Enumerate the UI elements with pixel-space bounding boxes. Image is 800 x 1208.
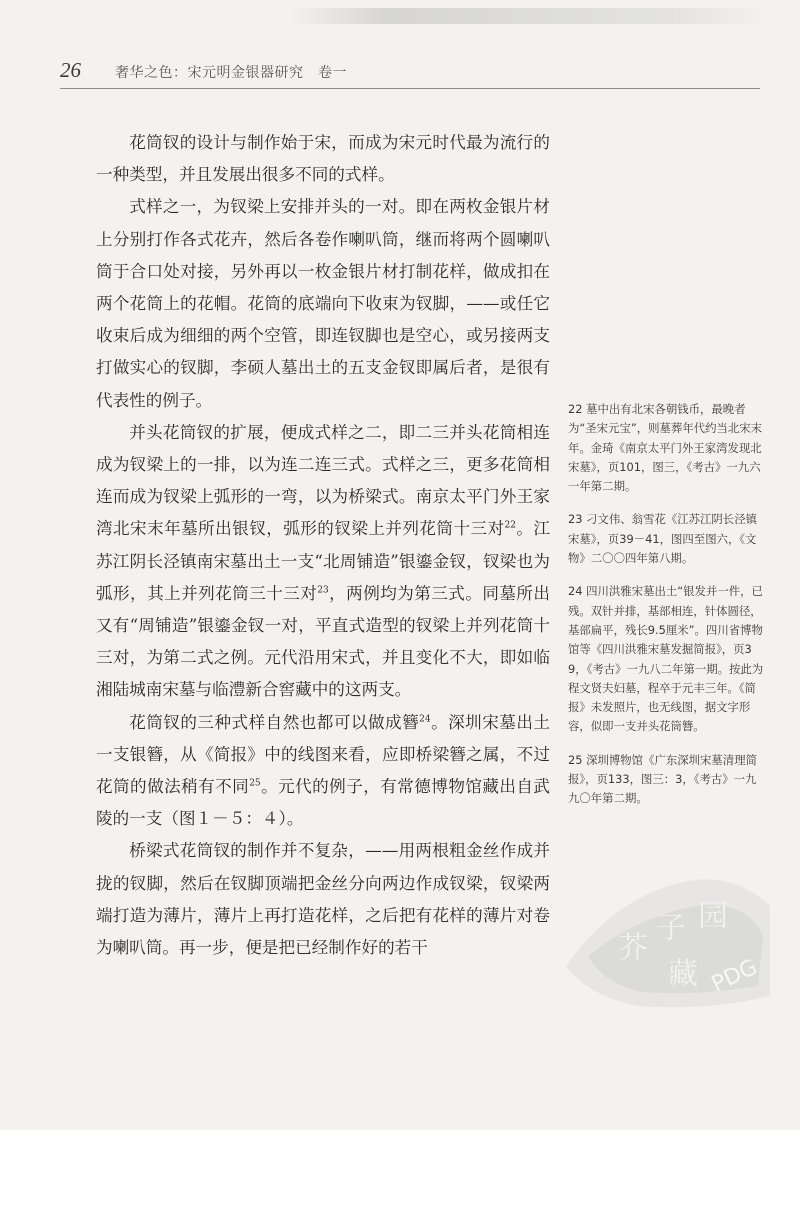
seal-character: 藏: [668, 957, 698, 992]
footnote-ref: 24: [419, 714, 431, 725]
footnote-ref: 25: [249, 778, 261, 789]
paragraph-text: 。江苏江阴长泾镇南宋墓出土一支“北周铺造”银鎏金钗，钗梁也为弧形，其上并列花筒三十三对: [96, 519, 551, 603]
paragraph-text: 。深圳宋墓出土一支银簪，从《简报》中的线图来看，应即桥梁簪之属，不过花筒的做法稍有不同: [96, 712, 551, 797]
footnote: 25 深圳博物馆《广东深圳宋墓清理简报》，页133，图三：3，《考古》一九九〇年第二期。: [568, 752, 757, 806]
paragraph-text: 并头花筒钗的扩展，便成式样之二，即二三并头花筒相连成为钗梁上的一排，以为连二连三式。式样之三，更多花筒相连而成为钗梁上弧形的一弯，以为桥梁式。南京太平门外王家湾北宋末年墓所出银钗，弧形的钗梁上并列花筒十三对: [96, 422, 550, 539]
paragraph-text: ，两例均为第三式。同墓所出又有“周铺造”银鎏金钗一对，平直式造型的钗梁上并列花筒十三对，为第二式之例。元代沿用宋式，并且变化不大，即如临湘陆城南宋墓与临澧新合窖藏中的这两支。: [96, 583, 551, 700]
seal-character: 芥: [618, 931, 648, 966]
paragraph: 花筒钗的设计与制作始于宋，而成为宋元时代最为流行的一种类型，并且发展出很多不同的式样。: [96, 133, 550, 185]
running-title: 奢华之色：宋元明金银器研究 卷一: [115, 65, 347, 81]
footnote: 23 刁文伟、翁雪花《江苏江阴长泾镇宋墓》，页39－41，图四至图六，《文物》二〇〇四年第八期。: [568, 512, 757, 566]
paragraph: 式样之一，为钗梁上安排并头的一对。即在两枚金银片材上分别打作各式花卉，然后各卷作喇叭筒，继而将两个圆喇叭筒于合口处对接，另外再以一枚金银片材打制花样，做成扣在两个花筒上的花帽。花筒的底端向下收束为钗脚，——或任它收束后成为细细的两个空管，即连钗脚也是空心，或另接两支打做实心的钗脚，李硕人墓出土的五支金钗即属后者，是很有代表性的例子。: [96, 197, 550, 410]
seal-character: 子: [656, 911, 686, 946]
header-rule: [60, 88, 760, 89]
footnote: 22 墓中出有北宋各朝钱币，最晚者为“圣宋元宝”，则墓葬年代约当北宋末年。金琦《南京太平门外王家湾发现北宋墓》，页101，图三，《考古》一九六一年第二期。: [568, 402, 763, 494]
footnotes-column: [568, 400, 766, 823]
footnote-ref: 23: [317, 585, 329, 596]
watermark-seal: [548, 846, 780, 1014]
seal-character: 园: [698, 899, 728, 934]
page-number: 26: [60, 58, 81, 82]
footnote-ref: 22: [504, 520, 516, 531]
scan-artifact: [290, 8, 770, 24]
paragraph: [96, 417, 550, 707]
watermark-label: PDG: [707, 954, 762, 998]
paragraph: [96, 707, 550, 836]
paragraph-text: 。元代的例子，有常德博物馆藏出自武陵的一支（图１－５：４）。: [96, 777, 551, 829]
paragraph: 桥梁式花筒钗的制作并不复杂，——用两根粗金丝作成并拢的钗脚，然后在钗脚顶端把金丝分向两边作成钗梁，钗梁两端打造为薄片，薄片上再打造花样，之后把有花样的薄片对卷为喇叭筒。再一步，便是把已经制作好的若干: [96, 841, 550, 958]
footnote: 24 四川洪雅宋墓出土“银发并一件，已残。双针并排，基部相连，针体圆径，基部扁平，残长9.5厘米”。四川省博物馆等《四川洪雅宋墓发掘简报》，页39，《考古》一九八二年第一期。按此为程文贤夫妇墓，程卒于元丰三年。《简报》未发照片，也无线图，据文字形容，似即一支并头花筒簪。: [568, 584, 764, 734]
main-text: [96, 127, 550, 964]
paragraph-text: 花筒钗的三种式样自然也都可以做成簪: [129, 712, 420, 732]
